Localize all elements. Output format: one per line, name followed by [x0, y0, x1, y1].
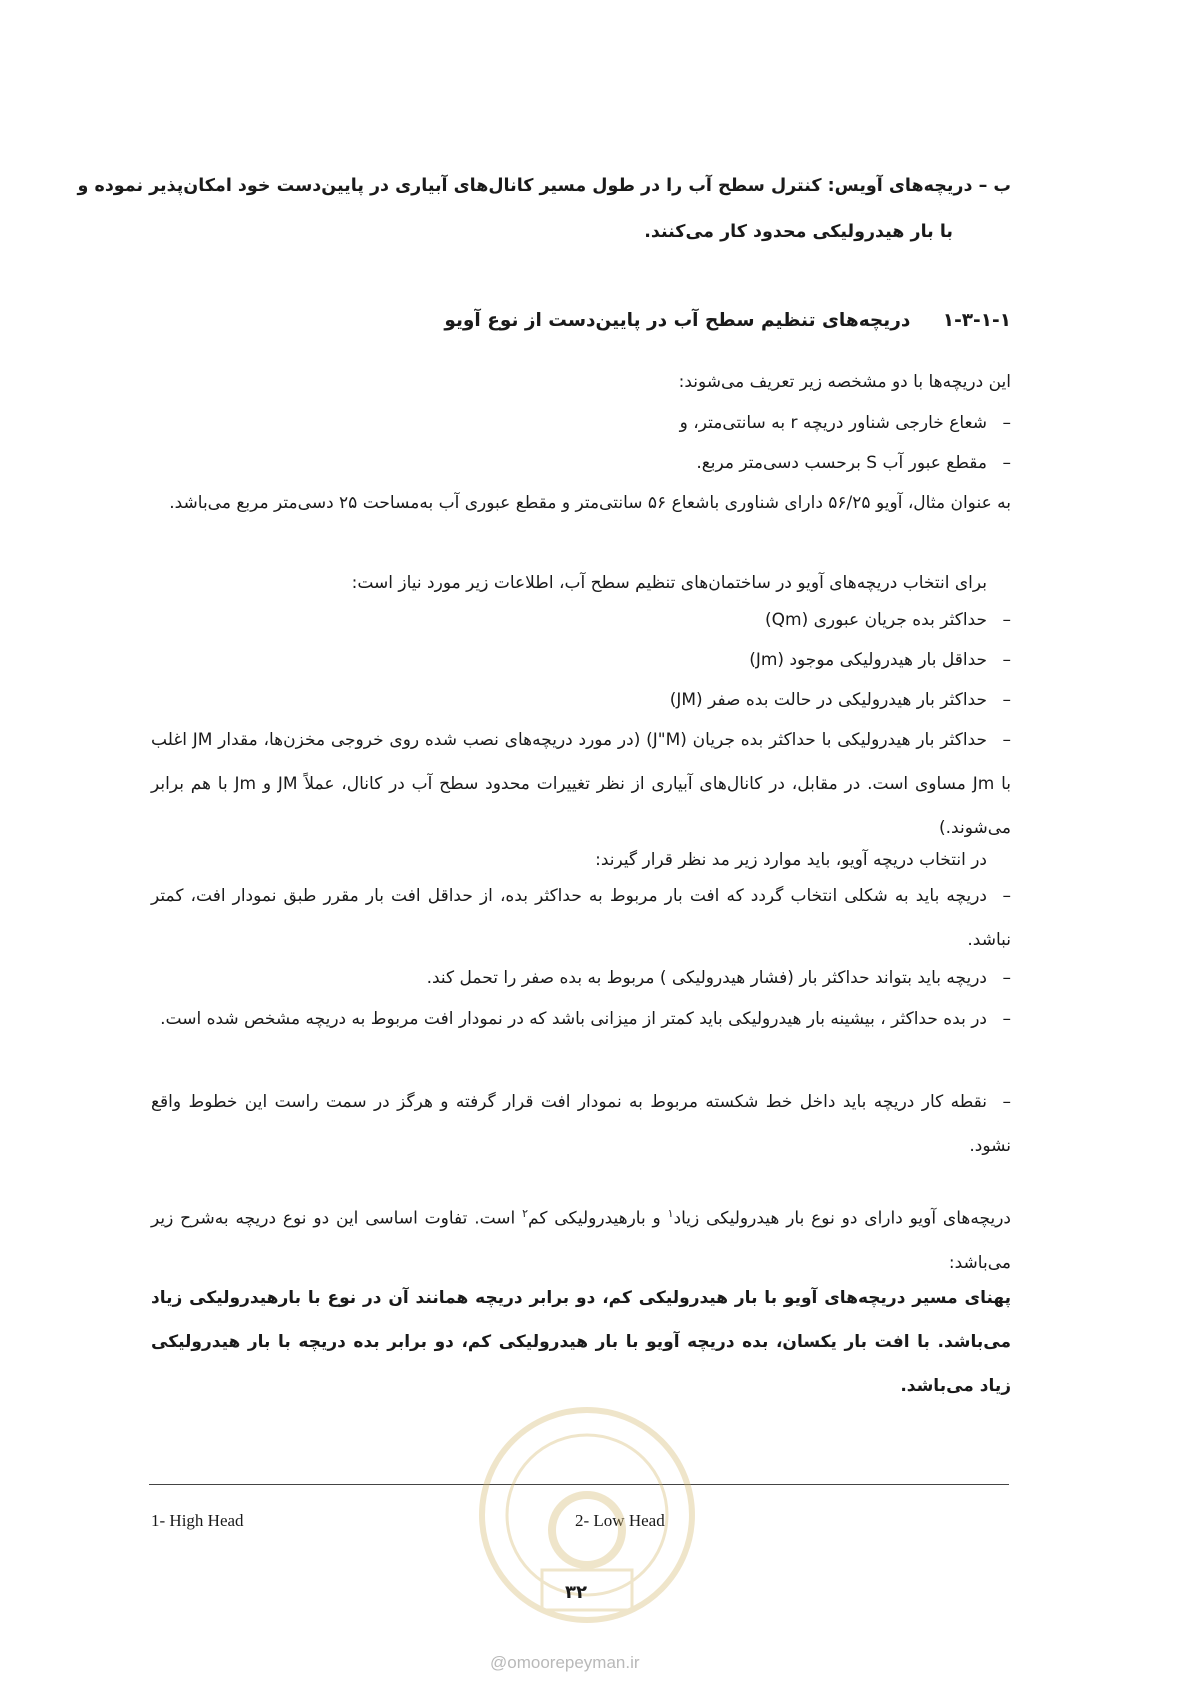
- requirement-item: –حداقل بار هیدرولیکی موجود (Jm): [749, 650, 1011, 670]
- watermark-text: @omoorepeyman.ir: [490, 1653, 640, 1672]
- requirement-item: –حداکثر بار هیدرولیکی با حداکثر بده جریان (J"M) (در مورد دریچه‌های نصب شده روی خروجی مخزن‌ها، مقدار JM اغلب با Jm مساوی است. در مقابل، در کانال‌های آبیاری از نظر تغییرات محدود سطح آب در کانال، عملاً JM و Jm با هم برابر می‌شوند.): [151, 730, 1011, 838]
- width-paragraph: پهنای مسیر دریچه‌های آویو با بار هیدرولیکی کم، دو برابر دریچه همانند آن در نوع با بارهیدرولیکی زیاد می‌باشد. با افت بار یکسان، بده دریچه آویو با بار هیدرولیکی کم، دو برابر بده دریچه با بار هیدرولیکی زیاد می‌باشد.: [151, 1288, 1011, 1396]
- section-title: دریچه‌های تنظیم سطح آب در پایین‌دست از نوع آویو: [444, 310, 911, 331]
- definition-intro: این دریچه‌ها با دو مشخصه زیر تعریف می‌شوند:: [678, 372, 1011, 392]
- consideration-item: –نقطه کار دریچه باید داخل خط شکسته مربوط به نمودار افت قرار گرفته و هرگز در سمت راست این خطوط واقع نشود.: [151, 1092, 1011, 1156]
- types-paragraph: دریچه‌های آویو دارای دو نوع بار هیدرولیکی زیاد$^۱$ و بارهیدرولیکی کم$^۲$ است. تفاوت اساسی این دو نوع دریچه به‌شرح زیر می‌باشد:: [151, 1207, 1011, 1273]
- paragraph-b-line1: ب – دریچه‌های آویس: کنترل سطح آب را در طول مسیر کانال‌های آبیاری در پایین‌دست خود امکان‌پذیر نموده و: [77, 176, 1011, 196]
- definition-item: –شعاع خارجی شناور دریچه r به سانتی‌متر، و: [679, 413, 1011, 433]
- section-number: ۱-۳-۱-۱: [942, 310, 1011, 331]
- footnote-ref-1: ۱: [667, 1207, 674, 1220]
- consideration-item: –دریچه باید بتواند حداکثر بار (فشار هیدرولیکی ) مربوط به بده صفر را تحمل کند.: [426, 968, 1011, 988]
- requirement-item: –حداکثر بده جریان عبوری (Qm): [764, 610, 1011, 630]
- selection-intro: برای انتخاب دریچه‌های آویو در ساختمان‌های تنظیم سطح آب، اطلاعات زیر مورد نیاز است:: [351, 573, 987, 593]
- footnote-1: 1- High Head: [151, 1511, 244, 1530]
- footnote-2: 2- Low Head: [575, 1511, 665, 1530]
- considerations-intro: در انتخاب دریچه آویو، باید موارد زیر مد نظر قرار گیرند:: [595, 850, 987, 870]
- example-paragraph: به عنوان مثال، آویو ۵۶/۲۵ دارای شناوری باشعاع ۵۶ سانتی‌متر و مقطع عبوری آب به‌مساحت ۲۵ دسی‌متر مربع می‌باشد.: [169, 493, 1011, 513]
- consideration-item: –در بده حداکثر ، بیشینه بار هیدرولیکی باید کمتر از میزانی باشد که در نمودار افت مربوط به دریچه مشخص شده است.: [160, 1009, 1011, 1029]
- page-number: ۳۲: [565, 1582, 587, 1603]
- watermark-seal-icon: [472, 1400, 702, 1630]
- consideration-item: –دریچه باید به شکلی انتخاب گردد که افت بار مربوط به حداکثر بده، از حداقل افت بار مقرر طبق نمودار افت، کمتر نباشد.: [151, 886, 1011, 950]
- section-heading: [444, 310, 1011, 331]
- paragraph-b-line2: با بار هیدرولیکی محدود کار می‌کنند.: [644, 222, 953, 242]
- requirement-item: –حداکثر بار هیدرولیکی در حالت بده صفر (JM): [669, 690, 1011, 710]
- footnote-ref-2: ۲: [522, 1207, 529, 1220]
- definition-item: –مقطع عبور آب S برحسب دسی‌متر مربع.: [696, 453, 1011, 473]
